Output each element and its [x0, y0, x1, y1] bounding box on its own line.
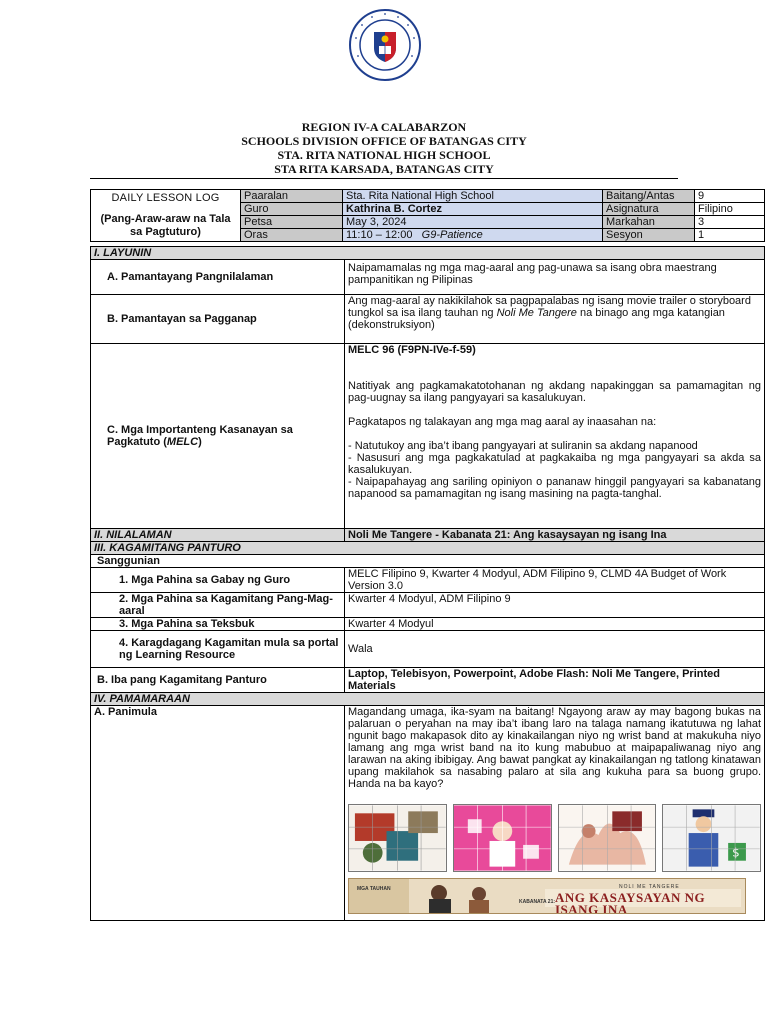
pagganap-text — [345, 295, 765, 344]
puzzle-image-4 — [662, 804, 761, 872]
oras-time: 11:10 – 12:00 — [346, 229, 413, 241]
baitang-label: Baitang/Antas — [603, 190, 695, 203]
pagganap-noli-title: Noli Me Tangere — [496, 307, 577, 319]
baitang-value: 9 — [695, 190, 765, 203]
iba-kagamitan-label: B. Iba pang Kagamitang Panturo — [91, 668, 345, 693]
asignatura-value: Filipino — [695, 203, 765, 216]
petsa-label: Petsa — [241, 216, 343, 229]
lesson-plan-table — [90, 246, 765, 921]
teksbuk-text: Kwarter 4 Modyul — [345, 618, 765, 631]
header-divider — [90, 178, 678, 179]
guro-value: Kathrina B. Cortez — [343, 203, 603, 216]
division-line: SCHOOLS DIVISION OFFICE OF BATANGAS CITY — [241, 134, 527, 148]
puzzle-images — [348, 804, 761, 872]
oras-section: G9-Patience — [421, 229, 483, 241]
oras-value — [343, 229, 603, 242]
banner-noli-title: NOLI ME TANGERE — [619, 884, 680, 890]
layunin-heading: I. LAYUNIN — [91, 247, 765, 260]
lr-portal-label: 4. Karagdagang Kagamitan mula sa portal ng Learning Resource — [91, 631, 345, 668]
puzzle-image-3 — [558, 804, 657, 872]
paaralan-value: Sta. Rita National High School — [343, 190, 603, 203]
melc-code: MELC 96 (F9PN-IVe-f-59) — [348, 344, 476, 356]
guro-label: Guro — [241, 203, 343, 216]
melc-label — [91, 344, 345, 529]
pang-mag-aaral-label: 2. Mga Pahina sa Kagamitang Pang-Mag-aaral — [91, 593, 345, 618]
banner-kabanata: KABANATA 21: — [519, 899, 556, 905]
school-name-line: STA. RITA NATIONAL HIGH SCHOOL — [277, 148, 491, 162]
teksbuk-label: 3. Mga Pahina sa Teksbuk — [91, 618, 345, 631]
melc-label-abbr: MELC — [166, 436, 199, 448]
sesyon-label: Sesyon — [603, 229, 695, 242]
melc-content — [345, 344, 765, 529]
puzzle-image-1 — [348, 804, 447, 872]
pangnilalaman-label: A. Pamantayang Pangnilalaman — [91, 260, 345, 295]
paaralan-label: Paaralan — [241, 190, 343, 203]
dll-subtitle: (Pang-Araw-araw na Tala sa Pagtuturo) — [100, 213, 231, 238]
deped-seal-logo — [348, 8, 422, 82]
petsa-value: May 3, 2024 — [343, 216, 603, 229]
gabay-guro-label: 1. Mga Pahina sa Gabay ng Guro — [91, 568, 345, 593]
markahan-label: Markahan — [603, 216, 695, 229]
banner-tauhan-title: MGA TAUHAN — [357, 886, 391, 892]
sanggunian-label: Sanggunian — [91, 555, 765, 568]
melc-objective: Natitiyak ang pagkamakatotohanan ng akdang napakinggan sa pamamagitan ng pag-uugnay sa ilang pangyayari sa kasalukuyan. — [348, 380, 761, 404]
panimula-label: A. Panimula — [91, 706, 345, 921]
pangnilalaman-text: Naipamamalas ng mga mag-aaral ang pag-unawa sa isang obra maestrang pampanitikan ng Pilipinas — [345, 260, 765, 295]
lr-portal-text: Wala — [345, 631, 765, 668]
melc-bullet-3: - Naipapahayag ang sariling opiniyon o pananaw hinggil pangyayari sa kabanatang napanood sa pamamagitan ng isang masining na pagta-tanghal. — [348, 476, 761, 500]
school-address-line: STA RITA KARSADA, BATANGAS CITY — [274, 162, 494, 176]
banner-chapter-title: ANG KASAYSAYAN NG ISANG INA — [555, 890, 706, 914]
melc-label-part2: ) — [198, 436, 202, 448]
melc-expectation-intro: Pagkatapos ng talakayan ang mga mag aaral ay inaasahan na: — [348, 416, 657, 428]
pagganap-text-part2: na binago ang mga katangian (dekonstruksiyon) — [348, 307, 725, 331]
iba-kagamitan-text: Laptop, Telebisyon, Powerpoint, Adobe Flash: Noli Me Tangere, Printed Materials — [345, 668, 765, 693]
nilalaman-text: Noli Me Tangere - Kabanata 21: Ang kasaysayan ng isang Ina — [345, 529, 765, 542]
pagganap-text-part1: Ang mag-aaral ay nakikilahok sa pagpapalabas ng isang movie trailer o storyboard tungkol sa isa ilang tauhan ng — [348, 295, 751, 319]
dll-title-cell — [91, 190, 241, 242]
asignatura-label: Asignatura — [603, 203, 695, 216]
sesyon-value: 1 — [695, 229, 765, 242]
dll-title: DAILY LESSON LOG — [111, 192, 220, 204]
melc-label-part1: C. Mga Importanteng Kasanayan sa Pagkatuto ( — [107, 424, 293, 448]
melc-bullet-2: - Nasusuri ang mga pagkakatulad at pagkakaiba ng mga pangyayari sa akda sa kasalukuyan. — [348, 452, 761, 476]
gabay-guro-text: MELC Filipino 9, Kwarter 4 Modyul, ADM Filipino 9, CLMD 4A Budget of Work Version 3.0 — [345, 568, 765, 593]
pang-mag-aaral-text: Kwarter 4 Modyul, ADM Filipino 9 — [345, 593, 765, 618]
melc-bullet-1: - Natutukoy ang iba’t ibang pangyayari at suliranin sa akdang napanood — [348, 440, 698, 452]
svg-text:$: $ — [732, 845, 740, 860]
region-line: REGION IV-A CALABARZON — [301, 120, 467, 134]
kabanata-banner-image — [348, 878, 746, 914]
oras-label: Oras — [241, 229, 343, 242]
pagganap-label: B. Pamantayan sa Pagganap — [91, 295, 345, 344]
pamamaraan-heading: IV. PAMAMARAAN — [91, 693, 765, 706]
markahan-value: 3 — [695, 216, 765, 229]
lesson-meta-table — [90, 189, 765, 242]
kagamitan-heading: III. KAGAMITANG PANTURO — [91, 542, 765, 555]
nilalaman-heading: II. NILALAMAN — [91, 529, 345, 542]
school-header — [90, 120, 678, 179]
puzzle-image-2 — [453, 804, 552, 872]
panimula-content — [345, 706, 765, 921]
panimula-text: Magandang umaga, ika-syam na baitang! Ngayong araw ay may bagong bukas na palaruan o peryahan na may iba’t ibang laro na talaga namang ikatutuwa ng lahat ngunit bago makapasok dito ay kinakailangan niyo ng wrist band at makukuha niyo lamang ang mga wrist band na ito kung mabubuo at maipapaliwanag niyo ang larawan na aking ibibigay. Ang bawat pangkat ay kinakailangan ng tatlong kinatawan upang makilahok sa nasabing palaro at sila ang kukuha para sa buong grupo. Handa na ba kayo? — [348, 706, 761, 790]
